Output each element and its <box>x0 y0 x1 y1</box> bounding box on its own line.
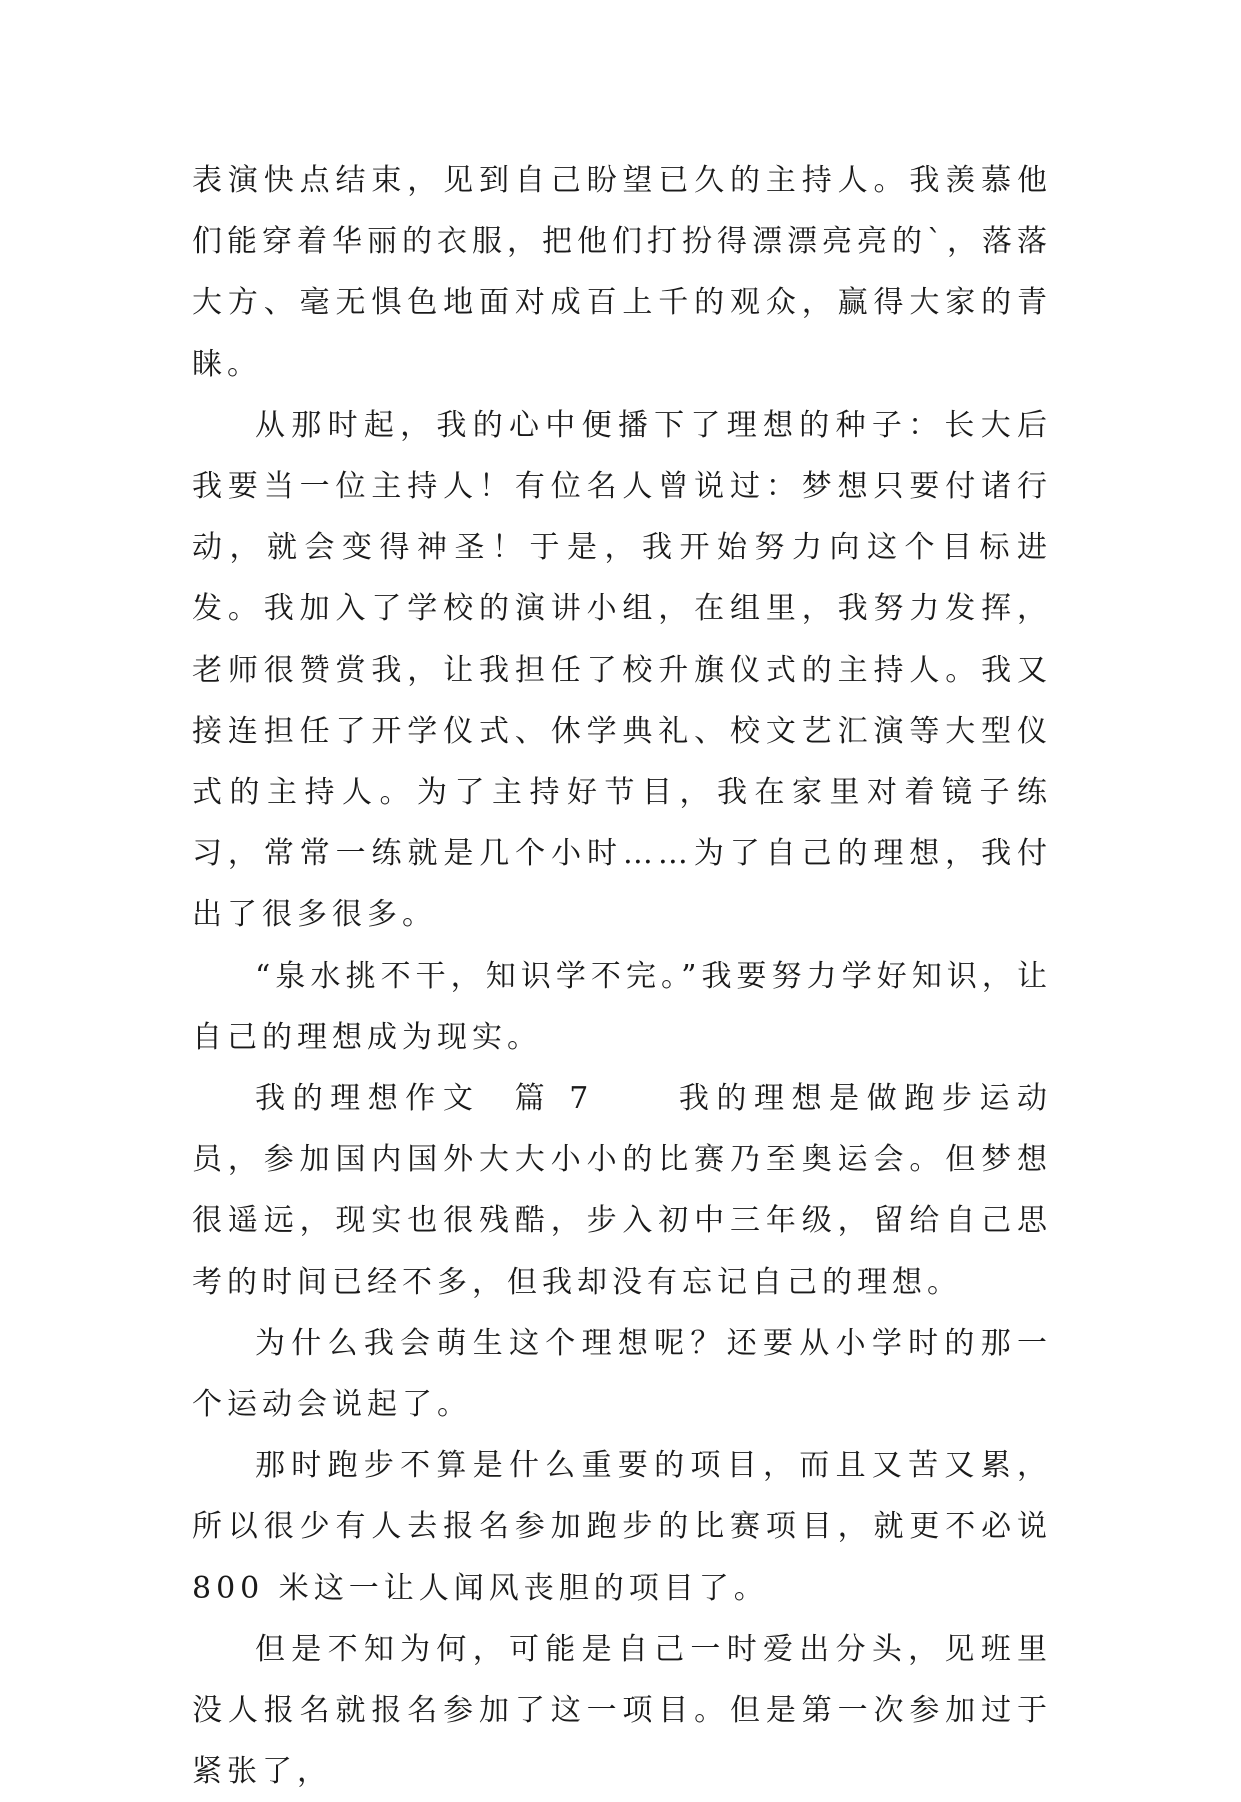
paragraph-1: 表演快点结束，见到自己盼望已久的主持人。我羡慕他们能穿着华丽的衣服，把他们打扮得漂漂亮亮的`，落落大方、毫无惧色地面对成百上千的观众，赢得大家的青睐。 <box>192 163 1052 382</box>
document-page <box>192 150 1052 1802</box>
paragraph-4 <box>192 1068 1052 1313</box>
paragraph-7: 但是不知为何，可能是自己一时爱出分头，见班里没人报名就报名参加了这一项目。但是第一次参加过于紧张了， <box>192 1631 1052 1790</box>
paragraph-3: “泉水挑不干，知识学不完。”我要努力学好知识，让自己的理想成为现实。 <box>192 958 1052 1055</box>
heading-gap <box>593 1081 679 1116</box>
section-heading: 我的理想作文 篇 7 <box>255 1081 594 1117</box>
paragraph-2: 从那时起，我的心中便播下了理想的种子：长大后我要当一位主持人！有位名人曾说过：梦想只要付诸行动，就会变得神圣！于是，我开始努力向这个目标进发。我加入了学校的演讲小组，在组里，我努力发挥，老师很赞赏我，让我担任了校升旗仪式的主持人。我又接连担任了开学仪式、休学典礼、校文艺汇演等大型仪式的主持人。为了主持好节目，我在家里对着镜子练习，常常一练就是几个小时……为了自己的理想，我付出了很多很多。 <box>192 407 1052 933</box>
paragraph-4-body: 我的理想是做跑步运动员，参加国内国外大大小小的比赛乃至奥运会。但梦想很遥远，现实也很残酷，步入初中三年级，留给自己思考的时间已经不多，但我却没有忘记自己的理想。 <box>192 1081 1053 1300</box>
paragraph-6: 那时跑步不算是什么重要的项目，而且又苦又累，所以很少有人去报名参加跑步的比赛项目，就更不必说 800 米这一让人闻风丧胆的项目了。 <box>192 1448 1052 1606</box>
paragraph-5: 为什么我会萌生这个理想呢？还要从小学时的那一个运动会说起了。 <box>192 1325 1052 1423</box>
